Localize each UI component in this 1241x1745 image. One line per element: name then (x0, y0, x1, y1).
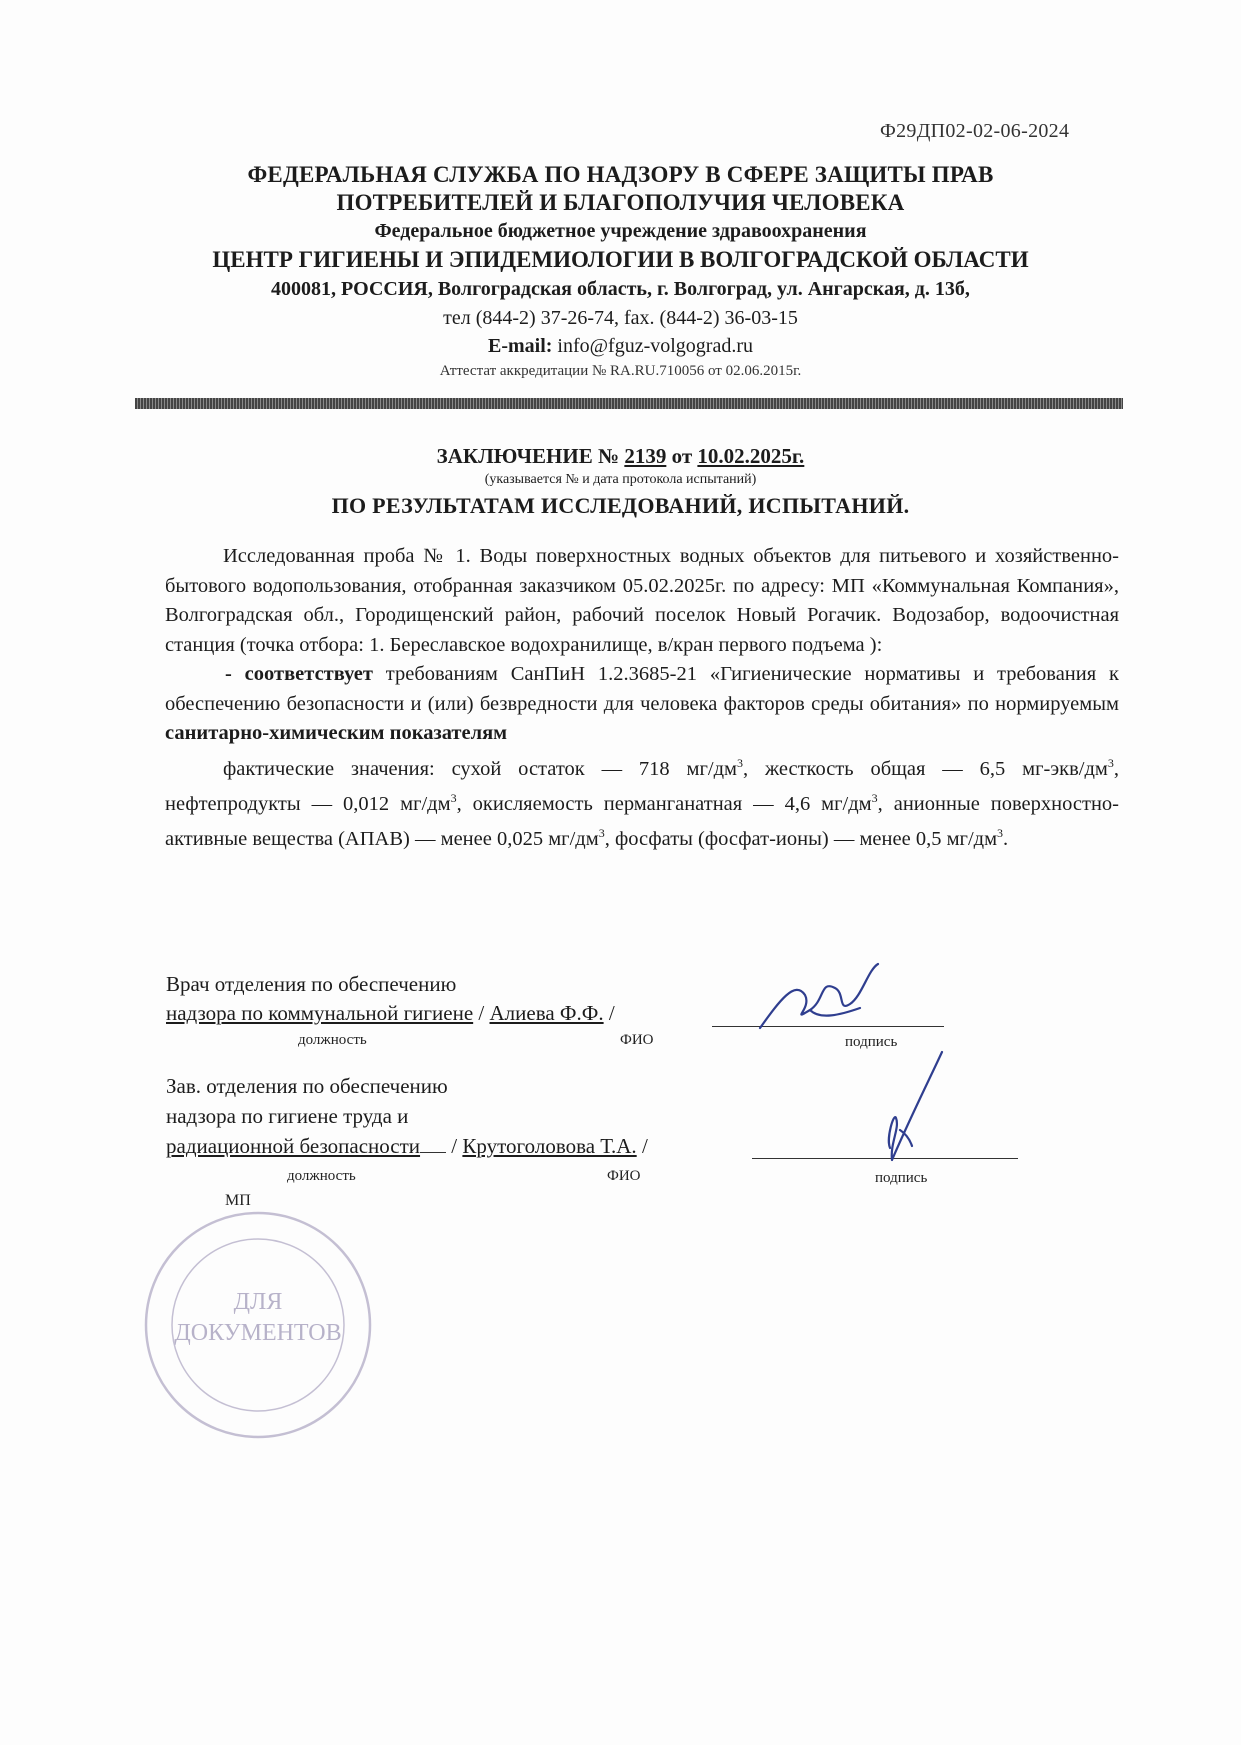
value-hardness: , жесткость общая — 6,5 мг-экв/дм (743, 757, 1108, 780)
conformity-indicators: санитарно-химическим показателям (165, 722, 508, 744)
value-oil: , нефтепродукты — 0,012 мг/дм (165, 757, 1119, 815)
label-name-2: ФИО (607, 1168, 641, 1184)
signer1-position-line1: Врач отделения по обеспечению (166, 972, 457, 996)
signer2-signature (870, 1048, 950, 1168)
sup: 3 (598, 826, 605, 841)
signer2-position-line2: надзора по гигиене труда и (166, 1104, 409, 1128)
accreditation: Аттестат аккредитации № RA.RU.710056 от 02.06.2015г. (439, 363, 802, 379)
conclusion-date: 10.02.2025г. (697, 444, 805, 468)
signer1-row (166, 1001, 615, 1026)
title-prefix: ЗАКЛЮЧЕНИЕ № (436, 444, 620, 468)
email-line (0, 335, 1241, 358)
signer1-name: Алиева Ф.Ф. (489, 1001, 604, 1025)
form-code: Ф29ДП02-02-06-2024 (880, 120, 1070, 142)
underline-pad (420, 1152, 446, 1153)
stamp-place-label: МП (225, 1192, 251, 1209)
value-oxidability: , окисляемость перманганатная — 4,6 мг/дм (456, 792, 872, 815)
signer2-name: Крутоголовова Т.А. (462, 1134, 637, 1158)
conclusion-number: 2139 (624, 444, 667, 468)
phones: тел (844-2) 37-26-74, fax. (844-2) 36-03-15 (443, 307, 798, 329)
signer1-signature (750, 960, 890, 1040)
value-dry-residue: фактические значения: сухой остаток — 718 мг/дм (223, 757, 737, 780)
email-address: info@fguz-volgograd.ru (557, 335, 754, 357)
sample-paragraph: Исследованная проба № 1. Воды поверхностных водных объектов для питьевого и хозяйственно-бытового водопользования, отобранная заказчиком 05.02.2025г. по адресу: МП «Коммунальная Компания», Волгоградская обл., Городищенский район, рабочий поселок Новый Рогачик. Водозабор, водоочистная станция (точка отбора: 1. Берeславское водохранилище, в/кран первого подъема ): (165, 545, 1119, 656)
conformity-text: требованиям СанПиН 1.2.3685-21 «Гигиенические нормативы и требования к обеспечению безопасности и (или) безвредности для человека факторов среды обитания» по нормируемым (165, 663, 1119, 715)
title-mid: от (671, 444, 693, 468)
label-name: ФИО (620, 1032, 654, 1048)
sup: 3 (997, 826, 1004, 841)
signer2-position-line3: радиационной безопасности (166, 1134, 421, 1158)
conclusion-subtitle: ПО РЕЗУЛЬТАТАМ ИССЛЕДОВАНИЙ, ИСПЫТАНИЙ. (331, 493, 910, 518)
address-country: 400081, РОССИЯ, (271, 278, 433, 300)
separator: / (473, 1001, 490, 1025)
signer1-position-line2: надзора по коммунальной гигиене (166, 1001, 474, 1025)
period: . (1003, 827, 1009, 850)
stamp-text-line1: ДЛЯ (233, 1289, 283, 1315)
separator: / (446, 1134, 463, 1158)
label-position-2: должность (287, 1168, 356, 1184)
agency-name-line2: ПОТРЕБИТЕЛЕЙ И БЛАГОПОЛУЧИЯ ЧЕЛОВЕКА (336, 190, 905, 215)
stamp (138, 1205, 378, 1445)
conclusion-body (165, 542, 1119, 854)
institution-name: ЦЕНТР ГИГИЕНЫ И ЭПИДЕМИОЛОГИИ В ВОЛГОГРАДСКОЙ ОБЛАСТИ (212, 247, 1029, 272)
header-divider (135, 398, 1123, 409)
email-label: E-mail: (487, 335, 553, 357)
value-surfactants: , анионные поверхностно-активные вещества (АПАВ) — менее 0,025 мг/дм (165, 792, 1119, 850)
stamp-text-line2: ДОКУМЕНТОВ (174, 1320, 342, 1346)
conformity-paragraph (165, 660, 1119, 749)
sup: 3 (1107, 755, 1114, 770)
sup: 3 (737, 755, 743, 770)
sup: 3 (871, 790, 878, 805)
agency-name-line1: ФЕДЕРАЛЬНАЯ СЛУЖБА ПО НАДЗОРУ В СФЕРЕ ЗАЩИТЫ ПРАВ (247, 162, 994, 187)
separator-end: / (603, 1001, 615, 1025)
conformity-verdict: - соответствует (225, 663, 373, 685)
sup: 3 (450, 790, 457, 805)
title-note: (указывается № и дата протокола испытаний) (484, 472, 757, 487)
address-street: Волгоградская область, г. Волгоград, ул. Ангарская, д. 13б, (437, 278, 970, 300)
separator-end: / (636, 1134, 648, 1158)
label-signature: подпись (845, 1034, 898, 1050)
label-signature-2: подпись (875, 1170, 928, 1186)
signer2-position-line1: Зав. отделения по обеспечению (166, 1074, 448, 1098)
actual-values-paragraph (165, 749, 1119, 855)
conclusion-title (0, 444, 1241, 469)
institution-type: Федеральное бюджетное учреждение здравоохранения (374, 220, 867, 242)
signer2-row (166, 1134, 648, 1159)
address (0, 278, 1241, 301)
label-position: должность (298, 1032, 367, 1048)
value-phosphates: , фосфаты (фосфат-ионы) — менее 0,5 мг/дм (604, 827, 998, 850)
